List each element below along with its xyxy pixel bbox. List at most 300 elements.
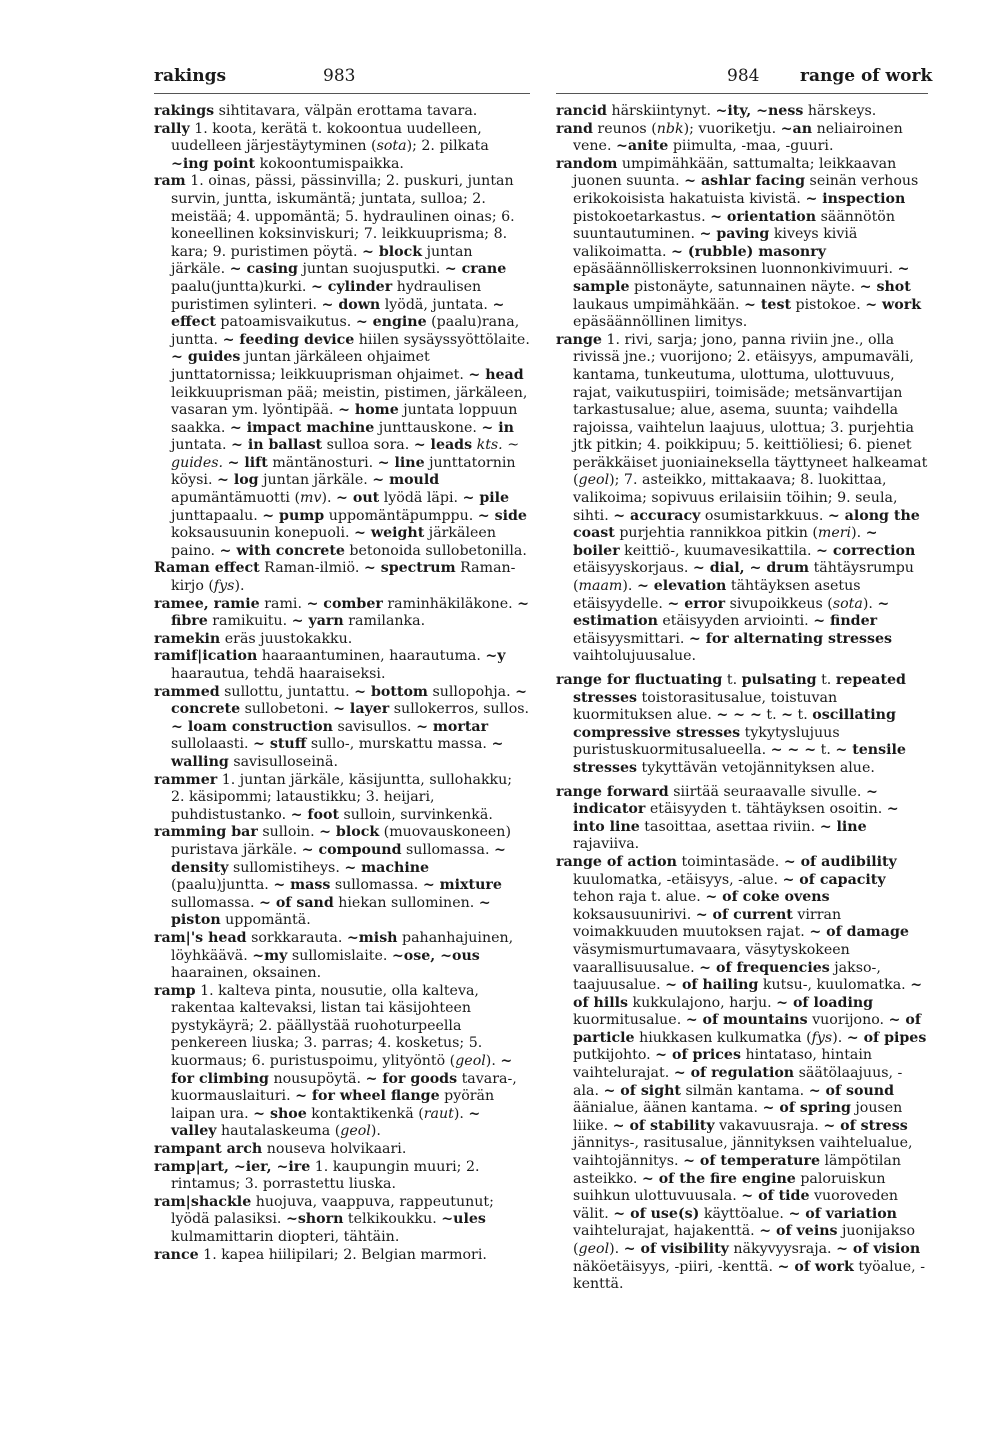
definition-text: 1. koota, kerätä t. kokoontua uudelleen, uudelleen järjestäytyminen ( [171,120,482,155]
definition-text: hiilen sysäyssyöttölaite. [354,331,530,348]
headword: rally [154,120,190,137]
subentry-term: ~ (rubble) masonry [671,243,826,260]
definition-text: jakso-, taajuusalue. [573,959,881,994]
subentry-term: ~ cylinder [310,278,393,295]
definition-text: silmän kantama. [680,1082,809,1099]
definition-text: sullottu, juntattu. [219,683,355,700]
definition-text: pistokoetarkastus. [573,208,711,225]
definition-text: sullo-, murskattu massa. [306,736,492,753]
definition-text: tähtäysrumpu ( [573,560,914,595]
subentry-term: ~ along the coast [573,507,920,542]
subentry-term: ~ side [477,507,527,524]
subentry-term: ~y [485,648,506,665]
definition-text: sullomassa. [330,877,423,894]
subentry-term: ~ comber [306,595,383,612]
subentry-term: ~ of loading [776,994,874,1011]
definition-text: telkikoukku. [343,1211,442,1228]
definition-text: kuormitusalue. [573,1012,686,1029]
subentry-term: ~ ~ ~ [716,707,762,724]
page-number-right: 984 [727,66,760,86]
subentry-term: ~ [781,707,794,724]
header-guide-word-left: rakings [154,66,227,86]
definition-text: Raman-kirjo ( [171,560,516,595]
definition-text: pistokoe. [791,296,866,313]
definition-text: pyörän laipan ura. [171,1088,495,1122]
definition-text: järkäleen paino. [171,525,496,559]
definition-text: 1. kapea hiilipilari; 2. Belgian marmori. [198,1246,487,1263]
definition-text: keittiö-, kuumavesikattila. [619,542,817,559]
dictionary-entry [556,156,928,332]
definition-text: jousen liike. [573,1100,903,1134]
definition-text: tasoittaa, asettaa riviin. [639,818,820,835]
headword: ram [154,173,186,190]
definition-text: vaihtolujuusalue. [573,648,697,665]
subentry-term: ~ bottom [354,683,428,700]
definition-text: ). [851,525,866,542]
definition-text: ). [622,578,637,595]
definition-text: kontaktikenkä ( [306,1105,424,1122]
dictionary-entry [556,332,928,666]
definition-text: huojuva, vaappuva, rappeutunut; lyödä palasiksi. [171,1193,494,1228]
dictionary-entry [154,121,530,174]
definition-text: sullolaasti. [171,736,254,753]
definition-text: kukkulajono, harju. [627,994,777,1011]
definition-text: piimulta, -maa, -guuri. [668,138,834,155]
definition-text: hautalaskeuma ( [216,1123,341,1140]
definition-text: juntata loppuun saakka. [171,402,518,436]
definition-text: juntan järkäle. [258,472,373,489]
definition-text: ); vuoriketju. [683,120,781,137]
definition-text: ); 2. pilkata [406,138,489,155]
page-number-left: 983 [323,66,356,86]
definition-text: junttauskone. [374,419,482,436]
subentry-term: ~ stuff [253,736,307,753]
subentry-term: ~ mortar [416,718,489,735]
subentry-term: ~ crane [444,261,507,278]
definition-text: lyödä, juntata. [380,296,493,313]
dictionary-entry [556,672,928,778]
subentry-term: ~ sample [573,261,910,295]
field-label: geol [340,1123,371,1140]
definition-text: juntan järkäle. [171,243,473,278]
field-label: sota [376,138,407,155]
headword: range [556,331,602,348]
dictionary-entry [154,631,530,649]
subentry-term: ~ foot [290,806,340,823]
headword: ramee, ramie [154,595,260,612]
definition-text: käyttöalue. [699,1205,789,1222]
definition-text: rami. [259,595,307,612]
dictionary-entry [154,1247,530,1265]
subentry-term: ~ of temperature [683,1153,820,1170]
headword: range of action [556,853,677,870]
definition-text: Raman-ilmiö. [259,560,364,577]
headword: ram|'s head [154,929,247,946]
definition-text: purjehtia rannikkoa pitkin ( [614,525,818,542]
definition-text: ramilanka. [343,613,426,630]
field-label: mv [300,490,322,507]
definition-text: haaraantuminen, haarautuma. [257,648,486,665]
definition-text: kokoontumispaikka. [255,155,404,172]
definition-text: savisullos. [332,718,417,735]
definition-text: lyödä läpi. [379,490,463,507]
subentry-term: ~ of work [777,1258,854,1275]
subentry-term: ~an [780,120,813,137]
definition-text: etäisyyden t. tähtäyksen osoitin. [645,801,887,818]
definition-text: t. [816,672,836,688]
definition-text: kutsu-, kuulomatka. [758,977,911,994]
definition-text: (paalu)rana, juntta. [171,314,520,348]
subentry-term: repeated stresses [573,672,906,706]
subentry-term: ~ estimation [573,595,890,630]
subentry-term: ~ elevation [636,578,727,595]
definition-text: juonijakso ( [573,1223,916,1257]
subentry-term: ~ fibre [171,595,530,630]
headword: range forward [556,783,669,800]
header-rule-right [556,93,928,94]
definition-text: vuorijono. [807,1012,889,1029]
header-guide-word-right: range of work [800,66,933,86]
definition-text: sullomassa. [401,841,494,858]
definition-text: laukaus umpimähkään. [573,296,745,313]
definition-text: leikkuuprisman pää; meistin, pistimen, järkäleen, vasaran ym. lyöntipää. [171,384,528,419]
definition-text: 1. juntan järkäle, käsijuntta, sullohakku; 2. käsipommi; lataustikku; 3. heijari, puhdistustanko. [171,771,513,823]
definition-text: etäisyysmittari. [573,630,689,647]
definition-text: jännitys-, rasitusalue, jännityksen vaihtelualue, vaihtojännitys. [573,1135,913,1170]
definition-text: junttapaalu. [171,507,263,524]
subentry-term: ~ orientation [710,208,817,225]
subentry-term: ~ of current [695,906,793,923]
definition-text: rajaviiva. [573,836,640,853]
definition-text: pahanhajuinen, löyhkäävä. [171,929,514,964]
definition-text: juntan suojusputki. [297,261,445,278]
definition-text: siirtää seuraavalle sivulle. [668,783,866,800]
definition-text: kulmamittarin diopteri, tähtäin. [171,1229,400,1245]
field-label: fys [213,578,235,595]
dictionary-entry [556,784,928,854]
headword: rakings [154,103,215,119]
definition-text: ramikuitu. [207,613,292,630]
dictionary-entry [154,824,530,930]
definition-text: ); 7. asteikko, mittakaava; 8. luokittaa, valikoima; sopivuus erilaisiin töihin; 9. seula, sihti. [573,472,898,524]
definition-text: apumäntämuotti ( [171,490,301,507]
subentry-term: ~anite [615,138,669,155]
definition-text: tykyttävän vetojännityksen alue. [637,759,875,776]
subentry-term: ~ of visibility [623,1241,729,1257]
definition-text: mäntänosturi. [267,454,378,471]
subentry-term: ~ home [338,402,399,419]
definition-text: haarautua, tehdä haaraiseksi. [171,666,386,682]
header-rule-left [154,93,530,94]
definition-text: hintataso, hintain vaihtelurajat. [573,1047,873,1082]
definition-text: neliairoinen vene. [573,120,903,155]
definition-text: t. [816,742,836,759]
dictionary-column-left [154,103,530,1264]
definition-text: ). [453,1105,469,1122]
subentry-term: ~ of damage [809,924,909,941]
definition-text: haarainen, oksainen. [171,965,322,982]
definition-text: ). [370,1123,381,1140]
headword: rance [154,1246,199,1263]
subentry-term: ~ of veins [759,1223,838,1240]
subentry-term: ~ casing [229,261,298,278]
dictionary-entry [154,596,530,631]
definition-text: sullomassa. [171,894,259,911]
subentry-term: ~ of variation [788,1205,897,1222]
headword: rampant arch [154,1141,263,1158]
subentry-term: ~ mixture [422,877,502,894]
subentry-term: ~ing point [171,155,256,172]
subentry-term: ~ head [468,366,524,383]
subentry-term: ~ spectrum [363,560,456,577]
subentry-term: ~ pile [462,490,510,507]
definition-text: t. [761,707,782,724]
definition-text: t. [722,672,742,688]
subentry-term: ~ in [481,419,514,436]
subentry-term: ~ of particle [573,1012,921,1046]
field-label: raut [423,1105,454,1122]
subentry-term: ~ impact machine [229,419,375,436]
definition-text: virran voimakkuuden muutoksen rajat. [573,906,842,941]
subentry-term: ~ valley [171,1105,481,1140]
definition-text: sulloin. [257,824,320,841]
headword: rancid [556,103,607,119]
subentry-term: ~ of the fire engine [641,1170,796,1187]
subentry-term: ~ for alternating stresses [688,630,892,647]
definition-text: härskeys. [803,103,877,119]
subentry-term: ~ of regulation [673,1065,795,1082]
subentry-term: ~ of stress [823,1117,908,1134]
definition-text: reunos ( [592,120,657,137]
field-label: geol [455,1053,486,1070]
subentry-term: ~ engine [355,314,427,331]
subentry-term: ~ of mountains [685,1012,808,1029]
subentry-term: ~ of sight [603,1082,681,1099]
definition-text: betonoida sullobetonilla. [344,542,527,559]
definition-text: tavara-, kuormauslaituri. [171,1070,517,1105]
subentry-term: ~ of tide [741,1188,810,1205]
dictionary-entry [154,103,530,121]
subentry-term: ~ effect [171,296,505,331]
definition-text: sulloa sora. [322,437,414,454]
subentry-term: ~ity, ~ness [715,103,804,119]
dictionary-entry [154,983,530,1141]
field-label: geol [578,472,610,489]
subentry-term: ~ block [362,243,423,260]
definition-text: hiekan sullominen. [333,894,479,911]
subentry-term: ~ walling [171,736,504,770]
dictionary-entry [154,930,530,983]
definition-text: lämpötilan asteikko. [573,1153,901,1187]
subentry-term: ~ in ballast [231,437,323,454]
subentry-term: ~ of audibility [783,853,897,870]
subentry-term: ~ for wheel flange [295,1088,440,1105]
definition-text: 1. kalteva pinta, nousutie, olla kalteva, rakentaa kaltevaksi, listan tai käsijohteen pystykäyrä; 2. päällystää ruohoturpeella penkereen liuska; 3. parras; 4. kosketus; 5. kuormaus; 6. puristuspoimu, ylityöntö ( [171,982,483,1070]
definition-text: sullomislaite. [287,947,392,964]
headword: ram|shackle [154,1193,252,1210]
headword: Raman effect [154,560,260,577]
definition-text: sullopohja. [427,683,516,700]
subentry-term: ~shorn [285,1211,344,1228]
definition-text: hiukkasen kulkumatka ( [634,1029,812,1046]
subentry-term: ~ of stability [612,1117,715,1134]
dictionary-entry [154,1159,530,1194]
definition-text: putkijohto. [573,1047,656,1064]
subentry-term: ~ tensile stresses [573,742,906,776]
definition-text: savisulloseinä. [228,753,338,770]
subentry-term: ~ for climbing [171,1053,513,1087]
subentry-term: ~my [252,947,288,964]
subentry-term: ~ paving [699,226,770,243]
definition-text: junttatornin köysi. [171,454,516,489]
definition-text: äänialue, äänen kantama. [573,1100,763,1117]
subentry-term: ~ inspection [805,190,906,207]
subentry-term: ~ mass [273,877,331,894]
definition-text: (muovauskoneen) puristava järkäle. [171,824,511,858]
headword: ramp|art, ~ier, ~ire [154,1158,311,1175]
definition-text: ). [609,1241,624,1257]
dictionary-entry [154,1141,530,1159]
subentry-term: ~ with concrete [219,542,345,559]
subentry-term: ~ boiler [573,525,878,559]
definition-text: ). [485,1053,501,1070]
definition-text: nousupöytä. [268,1070,366,1087]
dictionary-entry [154,772,530,825]
subentry-term: ~ of pipes [846,1029,927,1046]
definition-text: uppomäntä. [220,912,311,929]
subentry-term: ~ ~ ~ [770,742,817,759]
subentry-term: ~ line [377,454,425,471]
definition-text: paloruiskun suihkun ulottuvuusala. [573,1170,886,1205]
headword: rammer [154,771,218,788]
headword: random [556,155,618,172]
headword: range for fluctuating [556,672,723,688]
definition-text: ). [862,595,878,612]
subentry-term: ~ guides [171,349,241,366]
dictionary-entry [154,173,530,560]
dictionary-entry [154,648,530,683]
definition-text: epäsäännöllinen limitys. [573,314,748,331]
definition-text: väsymismurtumavaara, väsytyskokeen vaarallisuusalue. [573,941,850,976]
dictionary-entry [154,560,530,595]
definition-text: säännötön suuntautuminen. [573,208,895,243]
definition-text: toimintasäde. [676,853,784,870]
subentry-term: ~ of frequencies [699,959,830,976]
headword: rand [556,120,593,137]
subentry-term: ~ compound [301,841,402,858]
definition-text: vaihtelurajat, hajakenttä. [573,1223,760,1240]
subentry-term: ~ of sound [808,1082,895,1099]
definition-text: sihtitavara, välpän erottama tavara. [214,103,478,119]
subentry-term: ~ yarn [291,613,344,630]
definition-text: vakavuusraja. [714,1117,824,1134]
definition-text: säätölaajuus, -ala. [573,1065,903,1099]
definition-text: 1. oinas, pässi, pässinvilla; 2. puskuri, juntan survin, juntta, iskumäntä; juntata, sulloa; 2. meistää; 4. uppomäntä; 5. hydraulinen oinas; 6. koneellinen koksinviskuri; 7. leikkuuprisma; 8. kara; 9. puristimen pöytä. [171,173,515,260]
dictionary-column-right [556,103,928,1294]
dictionary-entry [154,1194,530,1247]
definition-text: hydraulisen puristimen sylinteri. [171,278,482,313]
subentry-term: ~ indicator [573,783,878,818]
headword: rammed [154,683,220,700]
subentry-term: ~ dial, ~ drum [692,560,810,577]
subentry-term: ~ shot [859,278,911,295]
dictionary-entry [556,854,928,1294]
subentry-term: ~ feeding device [222,331,355,348]
definition-text: sivupoikkeus ( [725,595,833,612]
definition-text: eräs juustokakku. [220,630,353,647]
definition-text: t. [793,707,813,724]
subentry-term: ~ out [336,490,380,507]
definition-text: juntata. [171,437,232,454]
field-label: sota [832,595,863,612]
subentry-term: ~mish [346,929,398,946]
field-label: geol [578,1241,610,1257]
subentry-term: ~ of vision [836,1241,921,1257]
subentry-term: ~ concrete [171,683,528,718]
dictionary-entry [556,103,928,121]
definition-text: työalue, -kenttä. [573,1258,925,1293]
headword: ramp [154,982,196,999]
subentry-term: ~ piston [171,894,491,929]
headword: ramming bar [154,824,258,841]
field-label: fys [811,1029,833,1046]
headword: ramekin [154,630,221,647]
field-label: maam [578,578,623,595]
definition-text: tykytyslujuus puristuskuormitusalueella. [573,724,840,759]
definition-text: kuulomatka, -etäisyys, -alue. [573,871,783,888]
definition-text: (paalu)juntta. [171,877,274,894]
subentry-term: ~ down [321,296,381,313]
subentry-term: ~ of use(s) [613,1205,700,1222]
definition-text: tähtäyksen asetus etäisyydelle. [573,578,861,612]
definition-text: etäisyyskorjaus. [573,560,693,577]
subentry-term: ~ lift [227,454,268,471]
subentry-term: ~ layer [333,701,390,718]
field-label: kts. ~ guides. [171,437,520,471]
definition-text: sullokerros, sullos. [389,701,530,718]
subentry-term: ~ shoe [253,1105,307,1122]
definition-text: sorkkarauta. [246,929,347,946]
subentry-term: ~ of hailing [665,977,759,994]
subentry-term: ~ for goods [365,1070,458,1087]
definition-text: osumistarkkuus. [700,507,828,524]
subentry-term: ~ density [171,841,506,876]
definition-text: epäsäännölliskerroksinen luonnonkivimuuri. [573,261,898,278]
definition-text: uppomäntäpumppu. [324,507,478,524]
definition-text: etäisyyden arviointi. [657,613,814,630]
subentry-term: ~ of hills [573,977,923,1011]
definition-text: toistorasitusalue, toistuvan kuormituksen alue. [573,689,838,724]
definition-text: kiveys kiviä valikoimatta. [573,226,858,260]
subentry-term: ~ error [667,595,726,612]
subentry-term: ~ of prices [655,1047,741,1064]
subentry-term: pulsating [741,672,817,688]
definition-text: 1. kaupungin muuri; 2. rintamus; 3. porrastettu liuska. [171,1158,480,1193]
definition-text: pistonäyte, satunnainen näyte. [629,278,860,295]
definition-text: sulloin, survinkenkä. [339,806,493,823]
subentry-term: ~ ashlar facing [684,173,806,190]
dictionary-entry [556,121,928,156]
subentry-term: ~ loam construction [171,718,333,735]
subentry-term: ~ work [865,296,922,313]
definition-text: juntan järkäleen ohjaimet junttatornissa; leikkuuprisman ohjaimet. [171,349,469,383]
subentry-term: ~ of spring [762,1100,851,1117]
subentry-term: ~ of coke ovens [705,889,830,906]
definition-text: paalu(juntta)kurki. [171,278,311,295]
dictionary-entry [154,684,530,772]
definition-text: seinän verhous erikokoisista hakatuista kivistä. [573,173,919,207]
subentry-term: ~ into line [573,801,899,835]
